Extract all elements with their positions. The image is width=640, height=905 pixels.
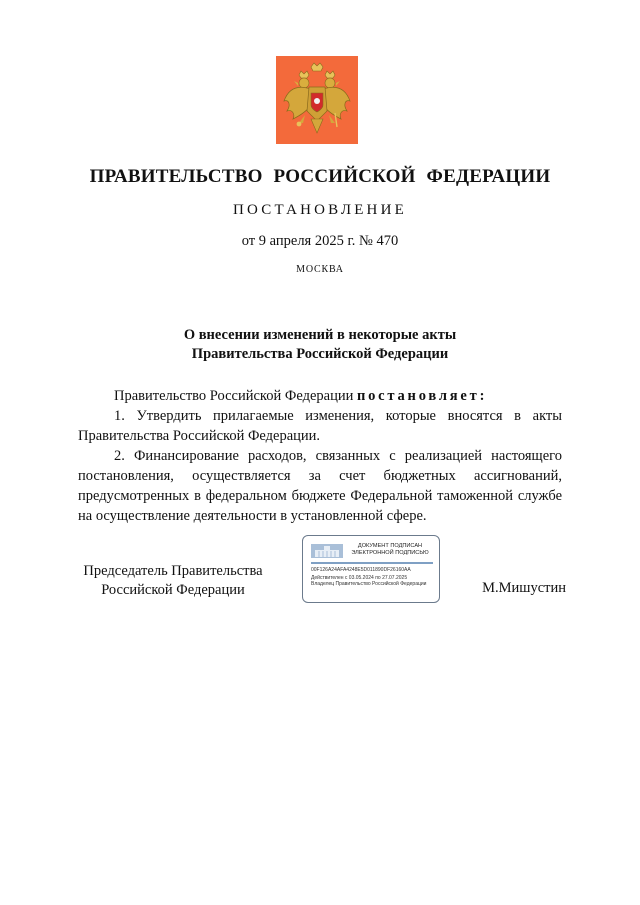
stamp-certificate: 00F126A24AFA4248E5D011890DF26160AA	[311, 567, 411, 573]
signatory-position	[70, 562, 276, 600]
government-title: ПРАВИТЕЛЬСТВО РОССИЙСКОЙ ФЕДЕРАЦИИ	[89, 166, 551, 187]
document-city: МОСКВА	[296, 264, 344, 275]
item-1-paragraph: 1. Утвердить прилагаемые изменения, которые вносятся в акты Правительства Российской Федерации.	[78, 408, 562, 444]
signatory-name: М.Мишустин	[482, 580, 566, 596]
document-subject	[0, 326, 640, 364]
double-headed-eagle-icon	[281, 61, 353, 139]
signatory-position-line-1: Председатель Правительства	[83, 563, 263, 579]
intro-paragraph	[78, 386, 562, 406]
coat-of-arms-icon	[276, 56, 358, 144]
stamp-divider	[311, 562, 433, 564]
stamp-owner: Владелец Правительство Российской Федерации	[311, 581, 427, 587]
document-date-number: от 9 апреля 2025 г. № 470	[241, 233, 399, 249]
document-type: ПОСТАНОВЛЕНИЕ	[233, 202, 407, 218]
stamp-validity: Действителен с 03.05.2024 по 27.07.2025	[311, 575, 408, 581]
item-2-paragraph: 2. Финансирование расходов, связанных с реализацией настоящего постановления, осуществляется за счет бюджетных ассигнований, предусмотренных в федеральном бюджете Федеральной таможенной службе на осуществление деятельности в установленной сфере.	[78, 448, 562, 524]
intro-lead: Правительство Российской Федерации	[114, 388, 357, 404]
subject-line-1: О внесении изменений в некоторые акты	[183, 327, 457, 343]
intro-decree: постановляет:	[356, 388, 488, 404]
document-body	[78, 386, 562, 526]
signatory-position-line-2: Российской Федерации	[101, 582, 245, 598]
stamp-header-line-1: ДОКУМЕНТ ПОДПИСАН	[357, 543, 423, 549]
stamp-header-line-2: ЭЛЕКТРОННОЙ ПОДПИСЬЮ	[351, 550, 429, 556]
subject-line-2: Правительства Российской Федерации	[191, 346, 449, 362]
electronic-signature-stamp	[302, 535, 440, 603]
government-building-icon	[311, 544, 343, 558]
stamp-header	[347, 543, 433, 557]
